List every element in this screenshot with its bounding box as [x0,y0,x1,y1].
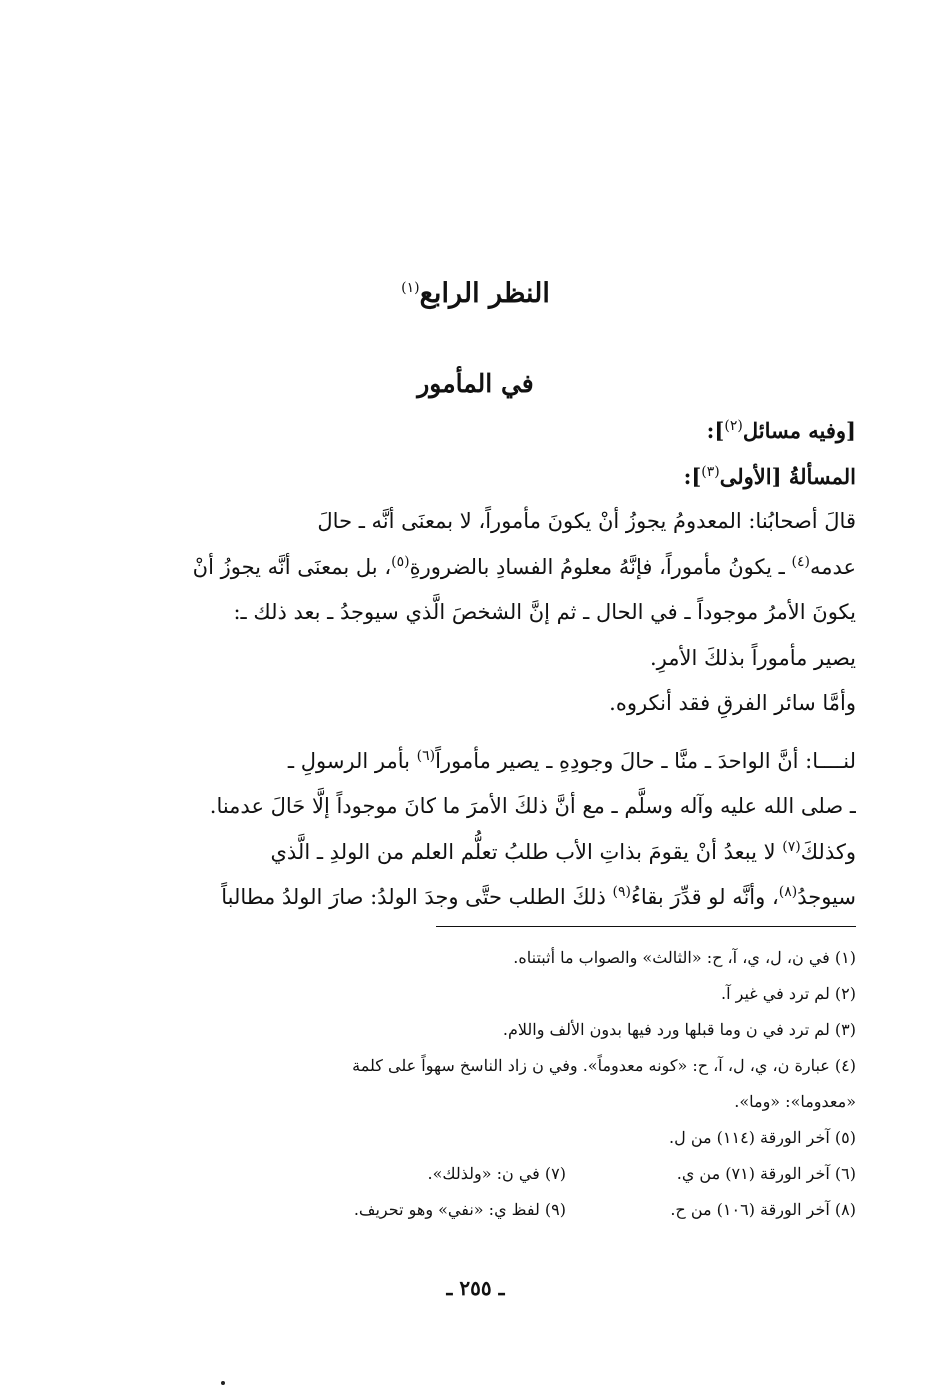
paragraph-1-line-1: قالَ أصحابُنا: المعدومُ يجوزُ أنْ يكونَ مأموراً، لا بمعنَى أنَّه ـ حالَ [317,509,856,533]
footnote-row-8-9 [88,1192,856,1228]
footnote-7: (٧) في ن: «ولذلك». [427,1164,566,1183]
intro-line-1: [وفيه مسائل$^{(٢)}$]: [706,418,856,443]
chapter-title [0,272,951,316]
paragraph-1-line-2: عدمه$^{(٤)}$ ـ يكونُ مأموراً، فإنَّهُ معلومُ الفسادِ بالضرورةِ$^{(٥)}$، بل بمعنَى أنَّه يجوزُ أنْ [192,553,856,579]
footnote-ref: (٧) [782,838,801,855]
footnote-separator [436,926,856,927]
paragraph-1-line-3: يكونَ الأمرُ موجوداً ـ في الحال ـ ثم إنَّ الشخصَ الَّذي سيوجدُ ـ بعد ذلك ـ: [233,600,856,624]
paragraph-gap [88,727,856,739]
footnote-ref: (٩) [612,884,631,900]
body-text [88,408,856,921]
paragraph-4-line-1: وكذلكَ$^{(٧)}$ لا يبعدُ أنْ يقومَ بذاتِ الأب طلبُ تعلُّم العلم من الولدِ ـ الَّذي [270,838,856,864]
intro-line-2: المسألةُ [الأولى$^{(٣)}$]: [683,463,856,489]
paragraph-1-line-4: يصير مأموراً بذلكَ الأمرِ. [649,645,856,670]
footnote-1: (١) في ن، ل، ي، آ، ح: «الثالث» والصواب ما أثبتناه. [513,948,856,967]
footnote-ref: (٣) [701,463,720,480]
section-title: في المأمور [417,369,534,398]
footnote-4-line-2: «معدوما»: «وما». [734,1092,856,1111]
footnote-4-line-1: (٤) عبارة ن، ي، ل، آ، ح: «كونه معدوماً». وفي ن زاد الناسخ سهواً على كلمة [352,1056,856,1075]
footnote-ref: (٤) [791,553,810,570]
paragraph-3-line-2: ـ صلى الله عليه وآله وسلَّم ـ مع أنَّ ذلكَ الأمرَ ما كانَ موجوداً إلَّا حَالَ عدمنا. [209,794,856,818]
chapter-title-text: النظر الرابع [419,278,550,309]
footnote-8: (٨) آخر الورقة (١٠٦) من ح. [670,1200,856,1219]
footnote-5: (٥) آخر الورقة (١١٤) من ل. [669,1128,856,1147]
footnote-2: (٢) لم ترد في غير آ. [721,984,856,1003]
paragraph-3-line-1: لنــــا: أنَّ الواحدَ ـ منَّا ـ حالَ وجودِهِ ـ يصير مأموراً$^{(٦)}$ بأمر الرسولِ ـ [287,747,856,773]
footnote-row-6-7 [88,1156,856,1192]
footnote-6: (٦) آخر الورقة (٧١) من ي. [676,1164,856,1183]
footnote-3: (٣) لم ترد في ن وما قبلها ورد فيها بدون الألف واللام. [502,1020,856,1039]
scan-speck [221,1381,225,1385]
footnote-ref: (٨) [778,884,798,900]
footnote-ref: (٢) [724,418,743,434]
footnote-ref: (٥) [391,553,410,570]
paragraph-4-line-2: سيوجدُ$^{(٨)}$، وأنَّه لو قدِّرَ بقاءُ$^{(٩)}$ ذلكَ الطلب حتَّى وجدَ الولدُ: صارَ الولدُ مطالباً [221,884,856,909]
page-number: ـ ٢٥٥ ـ [446,1276,505,1300]
paragraph-2-line-1: وأمَّا سائر الفرقِ فقد أنكروه. [609,691,856,715]
footnote-ref: (٦) [416,747,436,764]
footnotes [88,940,856,1228]
footnote-9: (٩) لفظ ي: «نفي» وهو تحريف. [353,1200,566,1219]
footnote-ref: (١) [401,280,420,296]
